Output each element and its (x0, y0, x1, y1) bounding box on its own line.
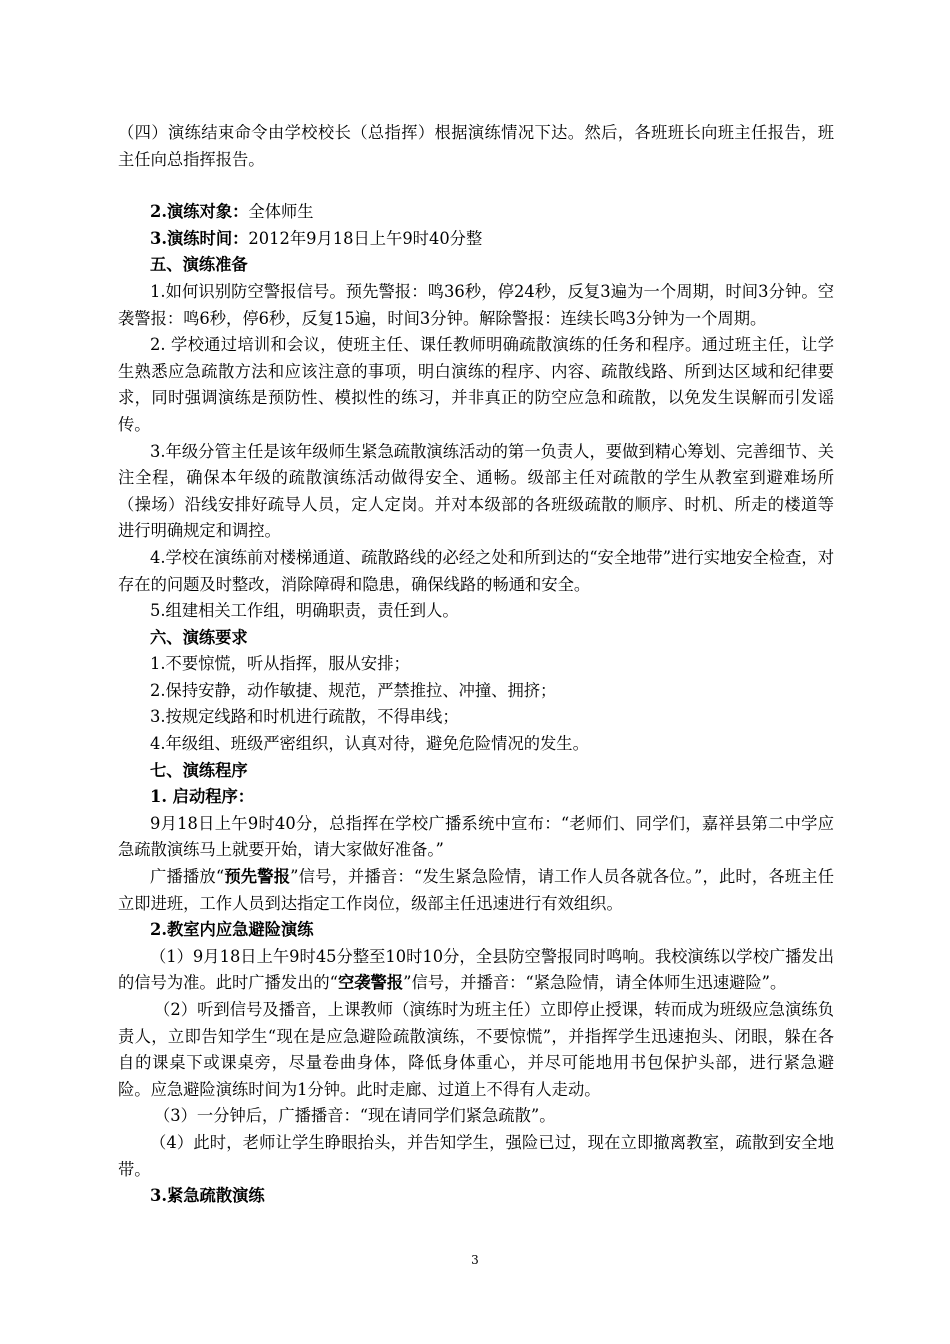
time-line (118, 226, 834, 253)
prep-item-1: 1.如何识别防空警报信号。预先警报：鸣36秒，停24秒，反复3遍为一个周期，时间3分钟。空袭警报：鸣6秒，停6秒，反复15遍，时间3分钟。解除警报：连续长鸣3分钟为一个周期。 (118, 281, 834, 328)
target-line (118, 199, 834, 226)
requirement-item-3: 3.按规定线路和时机进行疏散，不得串线； (150, 707, 459, 727)
text-span: ”信号，并播音：“发生紧急险情，请工作人员各就各位。”，此时，各班主任立即进班，工作人员到达指定工作岗位，级部主任迅速进行有效组织。 (118, 867, 834, 913)
classroom-paragraph-1 (118, 944, 834, 997)
air-raid-term: 空袭警报 (337, 973, 404, 993)
prep-item-2: 2. 学校通过培训和会议，使班主任、课任教师明确疏散演练的任务和程序。通过班主任，让学生熟悉应急疏散方法和应该注意的事项，明白演练的程序、内容、疏散线路、所到达区域和纪律要求，同时强调演练是预防性、模拟性的练习，并非真正的防空应急和疏散，以免发生误解而引发谣传。 (118, 335, 834, 434)
section-heading-requirements: 六、演练要求 (150, 627, 248, 647)
classroom-paragraph-4: （4）此时，老师让学生睁眼抬头，并告知学生，强险已过，现在立即撤离教室，疏散到安全地带。 (118, 1132, 834, 1179)
prep-item-3: 3.年级分管主任是该年级师生紧急疏散演练活动的第一负责人，要做到精心筹划、完善细节、关注全程，确保本年级的疏散演练活动做得安全、通畅。级部主任对疏散的学生从教室到避难场所（操场）沿线安排好疏导人员，定人定岗。并对本级部的各班级疏散的顺序、时机、所走的楼道等进行明确规定和调控。 (118, 441, 834, 541)
early-warning-term: 预先警报 (224, 867, 291, 887)
requirement-item-1: 1.不要惊慌，听从指挥，服从安排； (150, 654, 410, 674)
subheading-startup: 1. 启动程序： (150, 787, 255, 807)
text-span: ”信号，并播音：“紧急险情，请全体师生迅速避险”。 (403, 973, 787, 993)
prep-item-5: 5.组建相关工作组，明确职责，责任到人。 (150, 601, 459, 621)
prep-item-4: 4.学校在演练前对楼梯通道、疏散路线的必经之处和所到达的“安全地带”进行实地安全检查，对存在的问题及时整改，消除障碍和隐患，确保线路的畅通和安全。 (118, 547, 834, 594)
time-value: 2012年9月18日上午9时40分整 (248, 228, 483, 248)
classroom-paragraph-3: （3）一分钟后，广播播音：“现在请同学们紧急疏散”。 (154, 1106, 556, 1126)
document-body (118, 120, 834, 1210)
requirement-item-4: 4.年级组、班级严密组织，认真对待，避免危险情况的发生。 (150, 734, 589, 754)
time-label: 3.演练时间： (150, 228, 249, 248)
section-heading-prep: 五、演练准备 (150, 255, 248, 275)
target-label: 2.演练对象： (150, 202, 249, 222)
target-value: 全体师生 (248, 202, 314, 222)
text-span: 广播播放“ (150, 867, 225, 887)
startup-paragraph-2 (118, 864, 834, 917)
intro-paragraph: （四）演练结束命令由学校校长（总指挥）根据演练情况下达。然后，各班班长向班主任报告，班主任向总指挥报告。 (118, 123, 834, 169)
startup-paragraph-1: 9月18日上午9时40分，总指挥在学校广播系统中宣布：“老师们、同学们，嘉祥县第二中学应急疏散演练马上就要开始，请大家做好准备。” (118, 813, 834, 860)
subheading-classroom: 2.教室内应急避险演练 (150, 920, 314, 940)
requirement-item-2: 2.保持安静，动作敏捷、规范，严禁推拉、冲撞、拥挤； (150, 680, 557, 700)
text-span: （1）9月18日上午9时45分整至10时10分，全县防空警报同时鸣响。我校演练以学校广播发出的信号为准。此时广播发出的“ (118, 946, 834, 993)
page-number: 3 (471, 1253, 479, 1267)
subheading-evacuation: 3.紧急疏散演练 (150, 1186, 265, 1206)
classroom-paragraph-2: （2）听到信号及播音，上课教师（演练时为班主任）立即停止授课，转而成为班级应急演练负责人，立即告知学生“现在是应急避险疏散演练，不要惊慌”，并指挥学生迅速抱头、闭眼，躲在各自的课桌下或课桌旁，尽量卷曲身体，降低身体重心，并尽可能地用书包保护头部，进行紧急避险。应急避险演练时间为1分钟。此时走廊、过道上不得有人走动。 (118, 1000, 834, 1099)
spacer (118, 173, 834, 199)
section-heading-procedure: 七、演练程序 (150, 760, 248, 780)
